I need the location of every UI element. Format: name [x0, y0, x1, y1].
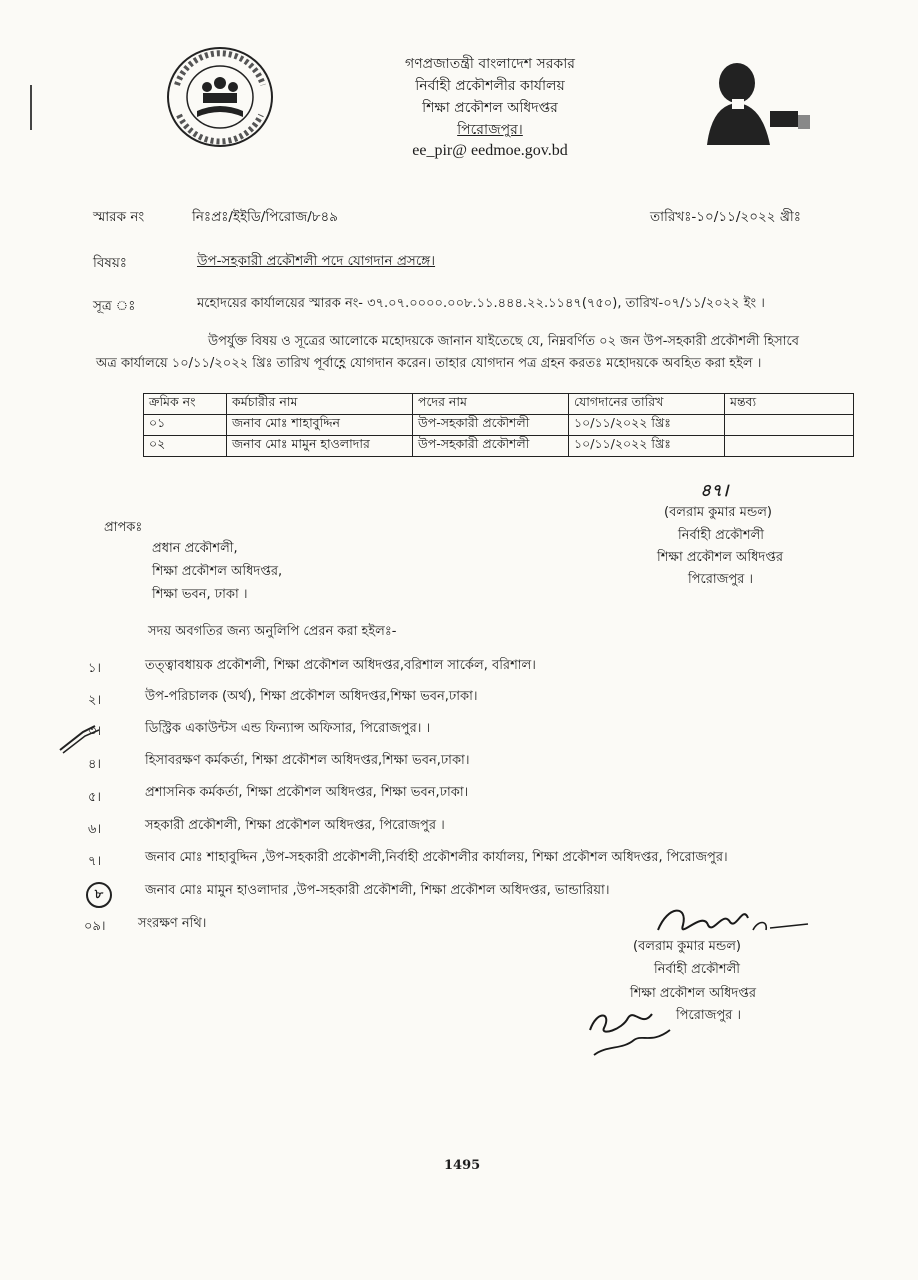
signatory-place-bottom: পিরোজপুর । [676, 1008, 742, 1023]
reference-label: সূত্র ঃ [93, 298, 136, 314]
table-cell: ০১ [144, 415, 227, 436]
margin-mark [30, 85, 35, 130]
signatory-title-bottom: নির্বাহী প্রকৌশলী [654, 962, 741, 977]
copy-item-number: ৪। [88, 757, 102, 772]
subject-text: উপ-সহকারী প্রকৌশলী পদে যোগদান প্রসঙ্গে। [197, 253, 436, 269]
recipient-line-1: প্রধান প্রকৌশলী, [152, 541, 238, 556]
body-line-1: উপর্যুক্ত বিষয় ও সূত্রের আলোকে মহোদয়কে জানান যাইতেছে যে, নিম্নবর্ণিত ০২ জন উপ-সহকারী প্রকৌশলী হিসাবে [208, 334, 800, 349]
memo-number: নিঃপ্রঃ/ইইডি/পিরোজ/৮৪৯ [192, 209, 339, 225]
copy-item-text: উপ-পরিচালক (অর্থ), শিক্ষা প্রকৌশল অধিদপ্তর,শিক্ষা ভবন,ঢাকা। [145, 689, 478, 704]
copy-intro: সদয় অবগতির জন্য অনুলিপি প্রেরন করা হইলঃ- [148, 624, 397, 639]
letterhead-email: ee_pir@ eedmoe.gov.bd [412, 142, 568, 159]
recipient-label: প্রাপকঃ [104, 520, 143, 535]
letterhead-government: গণপ্রজাতন্ত্রী বাংলাদেশ সরকার [405, 56, 575, 72]
letterhead-department: শিক্ষা প্রকৌশল অধিদপ্তর [422, 100, 558, 116]
signature-initial: ৪৭। [700, 481, 729, 501]
copy-item-text: জনাব মোঃ মামুন হাওলাদার ,উপ-সহকারী প্রকৌশলী, শিক্ষা প্রকৌশল অধিদপ্তর, ভান্ডারিয়া। [145, 883, 610, 898]
subject-label: বিষয়ঃ [93, 255, 127, 271]
letterhead-office: নির্বাহী প্রকৌশলীর কার্যালয় [415, 78, 565, 94]
signatory-name-top: (বলরাম কুমার মন্ডল) [664, 505, 772, 520]
government-seal-icon [165, 45, 275, 150]
signatory-place-top: পিরোজপুর । [688, 572, 754, 587]
mujib-portrait-logo-icon [692, 55, 812, 145]
table-header-cell: যোগদানের তারিখ [569, 394, 725, 415]
tick-mark-icon [55, 718, 105, 756]
joiners-table [143, 393, 854, 457]
table-cell: ১০/১১/২০২২ খ্রিঃ [569, 436, 725, 457]
table-header-cell: মন্তব্য [725, 394, 854, 415]
copy-item-number: ৬। [88, 822, 102, 837]
table-header-cell: কর্মচারীর নাম [227, 394, 413, 415]
table-cell: উপ-সহকারী প্রকৌশলী [413, 436, 569, 457]
handwritten-initial-note-icon [582, 1000, 682, 1062]
signatory-title-top: নির্বাহী প্রকৌশলী [678, 528, 765, 543]
table-header-cell: ক্রমিক নং [144, 394, 227, 415]
copy-item-text: তত্ত্বাবধায়ক প্রকৌশলী, শিক্ষা প্রকৌশল অধিদপ্তর,বরিশাল সার্কেল, বরিশাল। [145, 658, 536, 673]
table-header-cell: পদের নাম [413, 394, 569, 415]
copy-item-number: ৫। [88, 790, 102, 805]
copy-item-text: জনাব মোঃ শাহাবুদ্দিন ,উপ-সহকারী প্রকৌশলী,নির্বাহী প্রকৌশলীর কার্যালয়, শিক্ষা প্রকৌশল অধিদপ্তর, পিরোজপুর। [145, 850, 728, 865]
signatory-dept-top: শিক্ষা প্রকৌশল অধিদপ্তর [657, 550, 784, 565]
copy-item-text: ডিস্ট্রিক একাউন্টস এন্ড ফিন্যান্স অফিসার, পিরোজপুর। । [145, 721, 431, 736]
copy-item-number: ৩। [88, 724, 102, 739]
letterhead-city: পিরোজপুর। [457, 122, 523, 138]
signatory-name-bottom: (বলরাম কুমার মন্ডল) [633, 939, 741, 954]
copy-item-number: ৭। [88, 854, 102, 869]
table-cell: ১০/১১/২০২২ খ্রিঃ [569, 415, 725, 436]
copy-item-number: ১। [88, 661, 102, 676]
table-cell [725, 415, 854, 436]
table-header-row [144, 394, 854, 415]
copy-item-text: সংরক্ষণ নথি। [138, 916, 207, 931]
table-cell: ০২ [144, 436, 227, 457]
copy-item-text: সহকারী প্রকৌশলী, শিক্ষা প্রকৌশল অধিদপ্তর, পিরোজপুর । [145, 818, 445, 833]
table-cell: উপ-সহকারী প্রকৌশলী [413, 415, 569, 436]
copy-item-text: হিসাবরক্ষণ কর্মকর্তা, শিক্ষা প্রকৌশল অধিদপ্তর,শিক্ষা ভবন,ঢাকা। [145, 753, 470, 768]
recipient-line-3: শিক্ষা ভবন, ঢাকা । [152, 587, 248, 602]
body-line-2: অত্র কার্যালয়ে ১০/১১/২০২২ খ্রিঃ তারিখ পূর্বাহ্ণে যোগদান করেন। তাহার যোগদান পত্র গ্রহন করতঃ মহোদয়কে অবহিত করা হইল । [96, 356, 762, 371]
copy-item-number-circled: ৮ [86, 882, 112, 908]
signatory-dept-bottom: শিক্ষা প্রকৌশল অধিদপ্তর [630, 986, 757, 1001]
page-number: 1495 [444, 1158, 481, 1173]
table-row [144, 436, 854, 457]
recipient-line-2: শিক্ষা প্রকৌশল অধিদপ্তর, [152, 564, 283, 579]
reference-text: মহোদয়ের কার্যালয়ের স্মারক নং- ৩৭.০৭.০০০০.০০৮.১১.৪৪৪.২২.১১৪৭(৭৫০), তারিখ-০৭/১১/২০২২ ইং । [197, 296, 765, 311]
table-row [144, 415, 854, 436]
memo-date: তারিখঃ-১০/১১/২০২২ খ্রীঃ [650, 209, 801, 225]
copy-item-number: ২। [88, 693, 102, 708]
table-cell [725, 436, 854, 457]
copy-item-number: ০৯। [84, 919, 106, 934]
table-cell: জনাব মোঃ মামুন হাওলাদার [227, 436, 413, 457]
memo-label: স্মারক নং [93, 209, 145, 225]
table-cell: জনাব মোঃ শাহাবুদ্দিন [227, 415, 413, 436]
copy-item-text: প্রশাসনিক কর্মকর্তা, শিক্ষা প্রকৌশল অধিদপ্তর, শিক্ষা ভবন,ঢাকা। [145, 785, 469, 800]
